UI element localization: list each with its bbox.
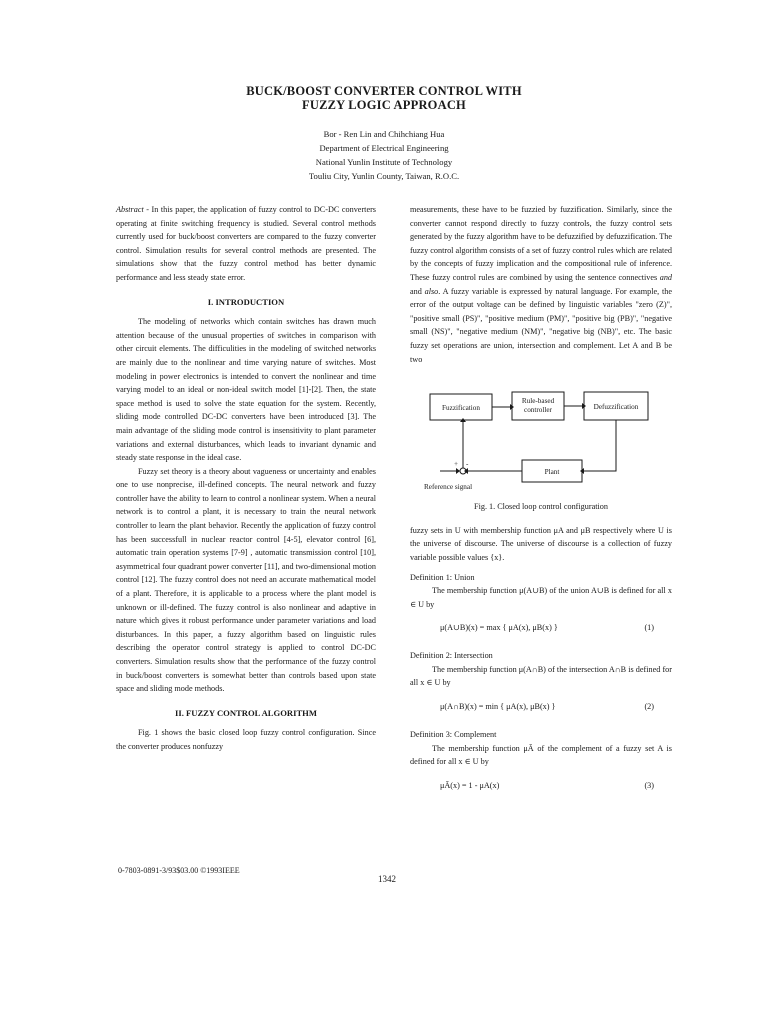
institute: National Yunlin Institute of Technology bbox=[315, 157, 453, 167]
paper-title-line1: BUCK/BOOST CONVERTER CONTROL WITH bbox=[246, 84, 522, 98]
equation-3 bbox=[410, 775, 672, 799]
figure-caption: Fig. 1. Closed loop control configuration bbox=[474, 502, 608, 512]
fuzzification-label: Fuzzification bbox=[442, 404, 480, 413]
definition-1-text: The membership function μ(A∪B) of the union A∪B is defined for all x ∈ U by bbox=[410, 586, 672, 609]
block-diagram bbox=[410, 384, 672, 496]
abstract bbox=[116, 203, 376, 285]
right-paragraph-2: fuzzy sets in U with membership function μA and μB respectively where U is the universe of discourse. The universe of discourse is a collection of fuzzy variable possible values {x}. bbox=[410, 525, 672, 562]
right-paragraph-1 bbox=[410, 203, 672, 366]
italic-word-also: also bbox=[424, 286, 439, 296]
equation-2 bbox=[410, 696, 672, 720]
figure-1 bbox=[410, 384, 672, 496]
equation-3-body: μĀ(x) = 1 - μA(x) bbox=[440, 780, 500, 790]
definition-2-text: The membership function μ(A∩B) of the intersection A∩B is defined for all x ∈ U by bbox=[410, 664, 672, 688]
address: Touliu City, Yunlin County, Taiwan, R.O.C. bbox=[308, 171, 460, 181]
paper-title-line2: FUZZY LOGIC APPROACH bbox=[302, 98, 466, 112]
equation-2-number: (2) bbox=[644, 702, 654, 712]
plus-sign: + bbox=[454, 460, 459, 469]
definition-3-label: Definition 3: Complement bbox=[410, 730, 497, 740]
definition-3-text: The membership function μĀ of the complement of a fuzzy set A is defined for all x ∈ U by bbox=[410, 743, 672, 767]
text-run: measurements, these have to be fuzzied by fuzzification. Similarly, since the converter cannot respond directly to fuzzy controls, the fuzzy control sets generated by the fuzzy algorithm have to be defuzzified by defuzzification. The fuzzy control algorithm consists of a set of fuzzy control rules which are related by the concepts of fuzzy implication and the compositional rule of inference. These fuzzy control rules are combined by using the sentence connectives bbox=[410, 205, 672, 282]
text-run: and bbox=[410, 286, 425, 296]
defuzzification-label: Defuzzification bbox=[593, 403, 639, 412]
fuzzy-control-paragraph: Fig. 1 shows the basic closed loop fuzzy control configuration. Since the converter produces nonfuzzy bbox=[116, 728, 376, 751]
abstract-label: Abstract bbox=[116, 205, 144, 214]
arrowhead bbox=[456, 468, 460, 474]
definition-2-label: Definition 2: Intersection bbox=[410, 651, 493, 661]
section-heading-introduction: I. INTRODUCTION bbox=[207, 296, 285, 307]
intro-paragraph-1: The modeling of networks which contain switches has drawn much attention because of the unusual properties of switches in comparison with other circuit elements. The difficulities in the modeling of switched networks are mainly due to the nonlinear and time varying nature of switches. Most modeling in power electronics is intended to convert the nonlinear and time varying model to an ideal or non-ideal switch model [1]-[2]. Then, the state space method is used to solve the state equation for the system. Recently, sliding mode controlled DC-DC converters have been introduced [3]. The main advantage of the sliding mode control is insensitivity to plant parameter variations and external disturbances, which leads to invariant dynamic and steady state response in the ideal case. bbox=[116, 317, 376, 463]
italic-word-and: and bbox=[659, 272, 672, 282]
right-column bbox=[410, 203, 672, 807]
intro-paragraph-2: Fuzzy set theory is a theory about vagueness or uncertainty and enables one to use nonprecise, ill-defined concepts. The neural network and fuzzy controller have the ability to learn to control a nonlinear system. When a neural network is to control a plant, it is necessary to train the neural network controller to learn the plant behavior. Recently the application of fuzzy control has been successfull in nuclear reactor control [4-5], elevator control [6], automatic train operation systems [7-9] , automatic transmission control [10], asymmetrical four quadrant power converter [11], and two-dimensional motion control [12]. The fuzzy control does not need an accurate mathematical model of a plant. Therefore, it is applicable to a process where the plant model is unknown or ill-defined. The fuzzy control is also nonlinear and adaptive in nature which gives it robust performance under parameter variations and load disturbances. In this paper, a fuzzy algorithm based on linguistic rules describing the operator control strategy is applied to control DC-DC converters. Simulation results show that the performance of the fuzzy control in buck/boost converters is somewhat better than controls based upon state space and sliding mode methods. bbox=[116, 466, 376, 694]
page-number: 1342 bbox=[378, 874, 396, 884]
authors: Bor - Ren Lin and Chihchiang Hua bbox=[323, 129, 445, 139]
definition-1-label: Definition 1: Union bbox=[410, 572, 475, 582]
department: Department of Electrical Engineering bbox=[319, 143, 449, 153]
equation-1-body: μ(A∪B)(x) = max { μA(x), μB(x) } bbox=[440, 623, 558, 633]
left-column bbox=[116, 203, 376, 754]
copyright-line: 0-7803-0891-3/93$03.00 ©1993IEEE bbox=[118, 866, 240, 875]
reference-signal-label: Reference signal bbox=[424, 483, 473, 492]
equation-3-number: (3) bbox=[644, 780, 654, 790]
abstract-text: - In this paper, the application of fuzzy control to DC-DC converters operating at finite switching frequency is studied. Several control methods currently used for buck/boost converters are compared to the fuzzy converter control. Simulation results for several control methods are presented. The simulations show that the fuzzy control method has better dynamic performance and less steady state error. bbox=[116, 205, 376, 282]
equation-1-number: (1) bbox=[644, 623, 654, 633]
equation-1 bbox=[410, 617, 672, 641]
text-run: . A fuzzy variable is expressed by natural language. For example, the error of the output voltage can be defined by linguistic variables "zero (Z)", "positive small (PS)", "positive medium (PM)", "positive big (PB)", "negative small (NS)", "negative medium (NM)", "negative big (NB)", etc. The basic fuzzy set operations are union, intersection and complement. Let A and B be two bbox=[410, 286, 672, 364]
section-heading-fuzzy-control: II. FUZZY CONTROL ALGORITHM bbox=[175, 707, 317, 718]
controller-label: controller bbox=[524, 406, 552, 415]
minus-sign: - bbox=[466, 460, 469, 469]
rule-based-label: Rule-based bbox=[521, 397, 555, 406]
equation-2-body: μ(A∩B)(x) = min { μA(x), μB(x) } bbox=[440, 702, 556, 712]
plant-label: Plant bbox=[544, 468, 560, 477]
